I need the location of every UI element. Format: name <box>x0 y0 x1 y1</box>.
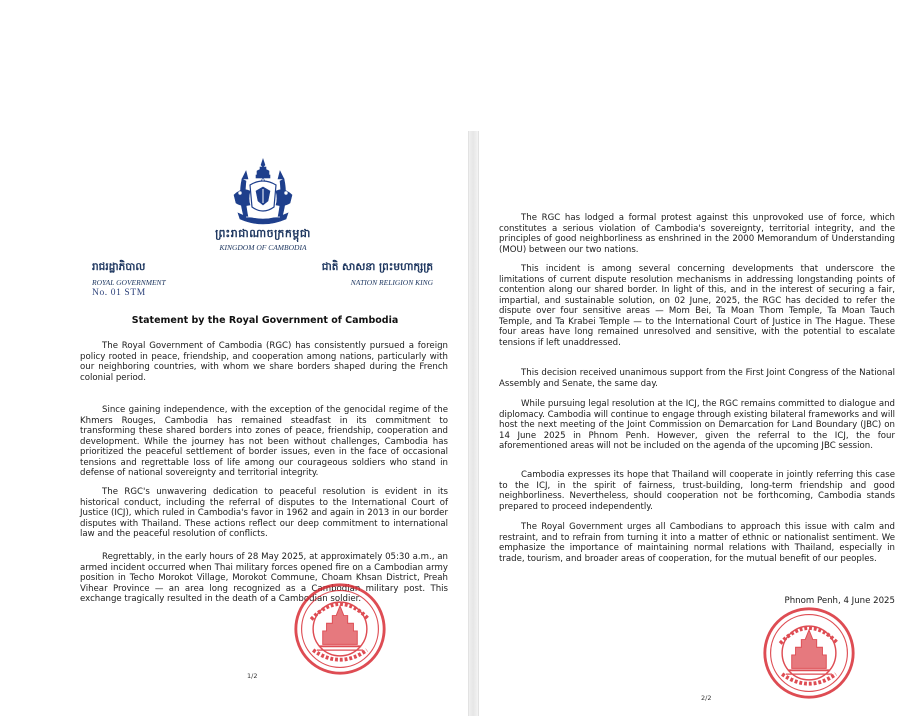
royal-coat-of-arms-icon <box>228 157 298 229</box>
paragraph: Cambodia expresses its hope that Thailand will cooperate in jointly referring this case to the ICJ, in the spirit of fairness, trust-building, long-term friendship and good neighborliness. Nevertheless, should cooperation not be forthcoming, Cambodia stands prepared to proceed independently. <box>499 470 895 512</box>
page-number: 2/2 <box>701 694 712 702</box>
paragraph: The Royal Government of Cambodia (RGC) has consistently pursued a foreign policy rooted in peace, friendship, and cooperation among nations, particularly with our neighboring countries, with whom we share borders shaped during the French colonial period. <box>80 341 448 383</box>
official-seal-stamp <box>292 581 388 677</box>
page-gutter <box>468 131 478 716</box>
page-one <box>62 131 469 716</box>
paragraph: Since gaining independence, with the exception of the genocidal regime of the Khmers Rouges, Cambodia has remained steadfast in its commitment to transforming these shared borders into zones of peace, friendship, cooperation and development. While the journey has not been without challenges, Cambodia has prioritized the peaceful settlement of border issues, even in the face of occasional tensions and regrettable loss of life among our courageous soldiers who stand in defense of national sovereignty and territorial integrity. <box>80 405 448 478</box>
paragraph: This decision received unanimous support from the First Joint Congress of the National Assembly and Senate, the same day. <box>499 368 895 389</box>
paragraph: The Royal Government urges all Cambodians to approach this issue with calm and restraint, and to refrain from turning it into a matter of ethnic or nationalist sentiment. We emphasize the importance of maintaining normal relations with Thailand, especially in trade, tourism, and broader areas of cooperation, for the mutual benefit of our peoples. <box>499 522 895 564</box>
paragraph: Regrettably, in the early hours of 28 May 2025, at approximately 05:30 a.m., an armed incident occurred when Thai military forces opened fire on a Cambodian army position in Techo Morokot Village, Morokot Commune, Choam Khsan District, Preah Vihear Province — an area long recognized as a Cambodian military post. This exchange tragically resulted in the death of a Cambodian soldier. <box>80 552 448 604</box>
page-two <box>478 131 915 716</box>
motto-label: NATION RELIGION KING <box>350 278 433 287</box>
reference-number: No. 01 STM <box>92 288 146 298</box>
kingdom-label: KINGDOM OF CAMBODIA <box>219 243 307 252</box>
date-line: Phnom Penh, 4 June 2025 <box>784 596 895 606</box>
page-number: 1/2 <box>247 672 258 680</box>
khmer-kingdom-heading: ព្រះរាជាណាចក្រកម្ពុជា <box>215 227 311 240</box>
khmer-government-heading: រាជរដ្ឋាភិបាល <box>92 261 146 273</box>
paragraph: This incident is among several concerning developments that underscore the limitations of current dispute resolution mechanisms in addressing longstanding points of contention along our shared border. In light of this, and in the interest of securing a fair, impartial, and sustainable solution, on 02 June, 2025, the RGC has decided to refer the dispute over four sensitive areas — Mom Bei, Ta Moan Thom Temple, Ta Moan Tauch Temple, and Ta Krabei Temple — to the International Court of Justice in The Hague. These four areas have long remained unresolved and sensitive, with the potential to escalate tensions if left unaddressed. <box>499 264 895 348</box>
government-label: ROYAL GOVERNMENT <box>92 278 166 287</box>
khmer-motto-heading: ជាតិ សាសនា ព្រះមហាក្សត្រ <box>321 261 433 273</box>
official-seal-stamp <box>761 605 857 701</box>
statement-title: Statement by the Royal Government of Cambodia <box>131 315 399 326</box>
paragraph: The RGC's unwavering dedication to peaceful resolution is evident in its historical conduct, including the referral of disputes to the International Court of Justice (ICJ), which ruled in Cambodia's favor in 1962 and again in 2013 in our border disputes with Thailand. These actions reflect our deep commitment to international law and the peaceful resolution of conflicts. <box>80 487 448 539</box>
paragraph: While pursuing legal resolution at the ICJ, the RGC remains committed to dialogue and diplomacy. Cambodia will continue to engage through existing bilateral frameworks and will host the next meeting of the Joint Commission on Demarcation for Land Boundary (JBC) on 14 June 2025 in Phnom Penh. However, given the referral to the ICJ, the four aforementioned areas will not be included on the agenda of the upcoming JBC session. <box>499 399 895 451</box>
paragraph: The RGC has lodged a formal protest against this unprovoked use of force, which constitutes a serious violation of Cambodia's sovereignty, territorial integrity, and the principles of good neighborliness as enshrined in the 2000 Memorandum of Understanding (MOU) between our two nations. <box>499 213 895 255</box>
